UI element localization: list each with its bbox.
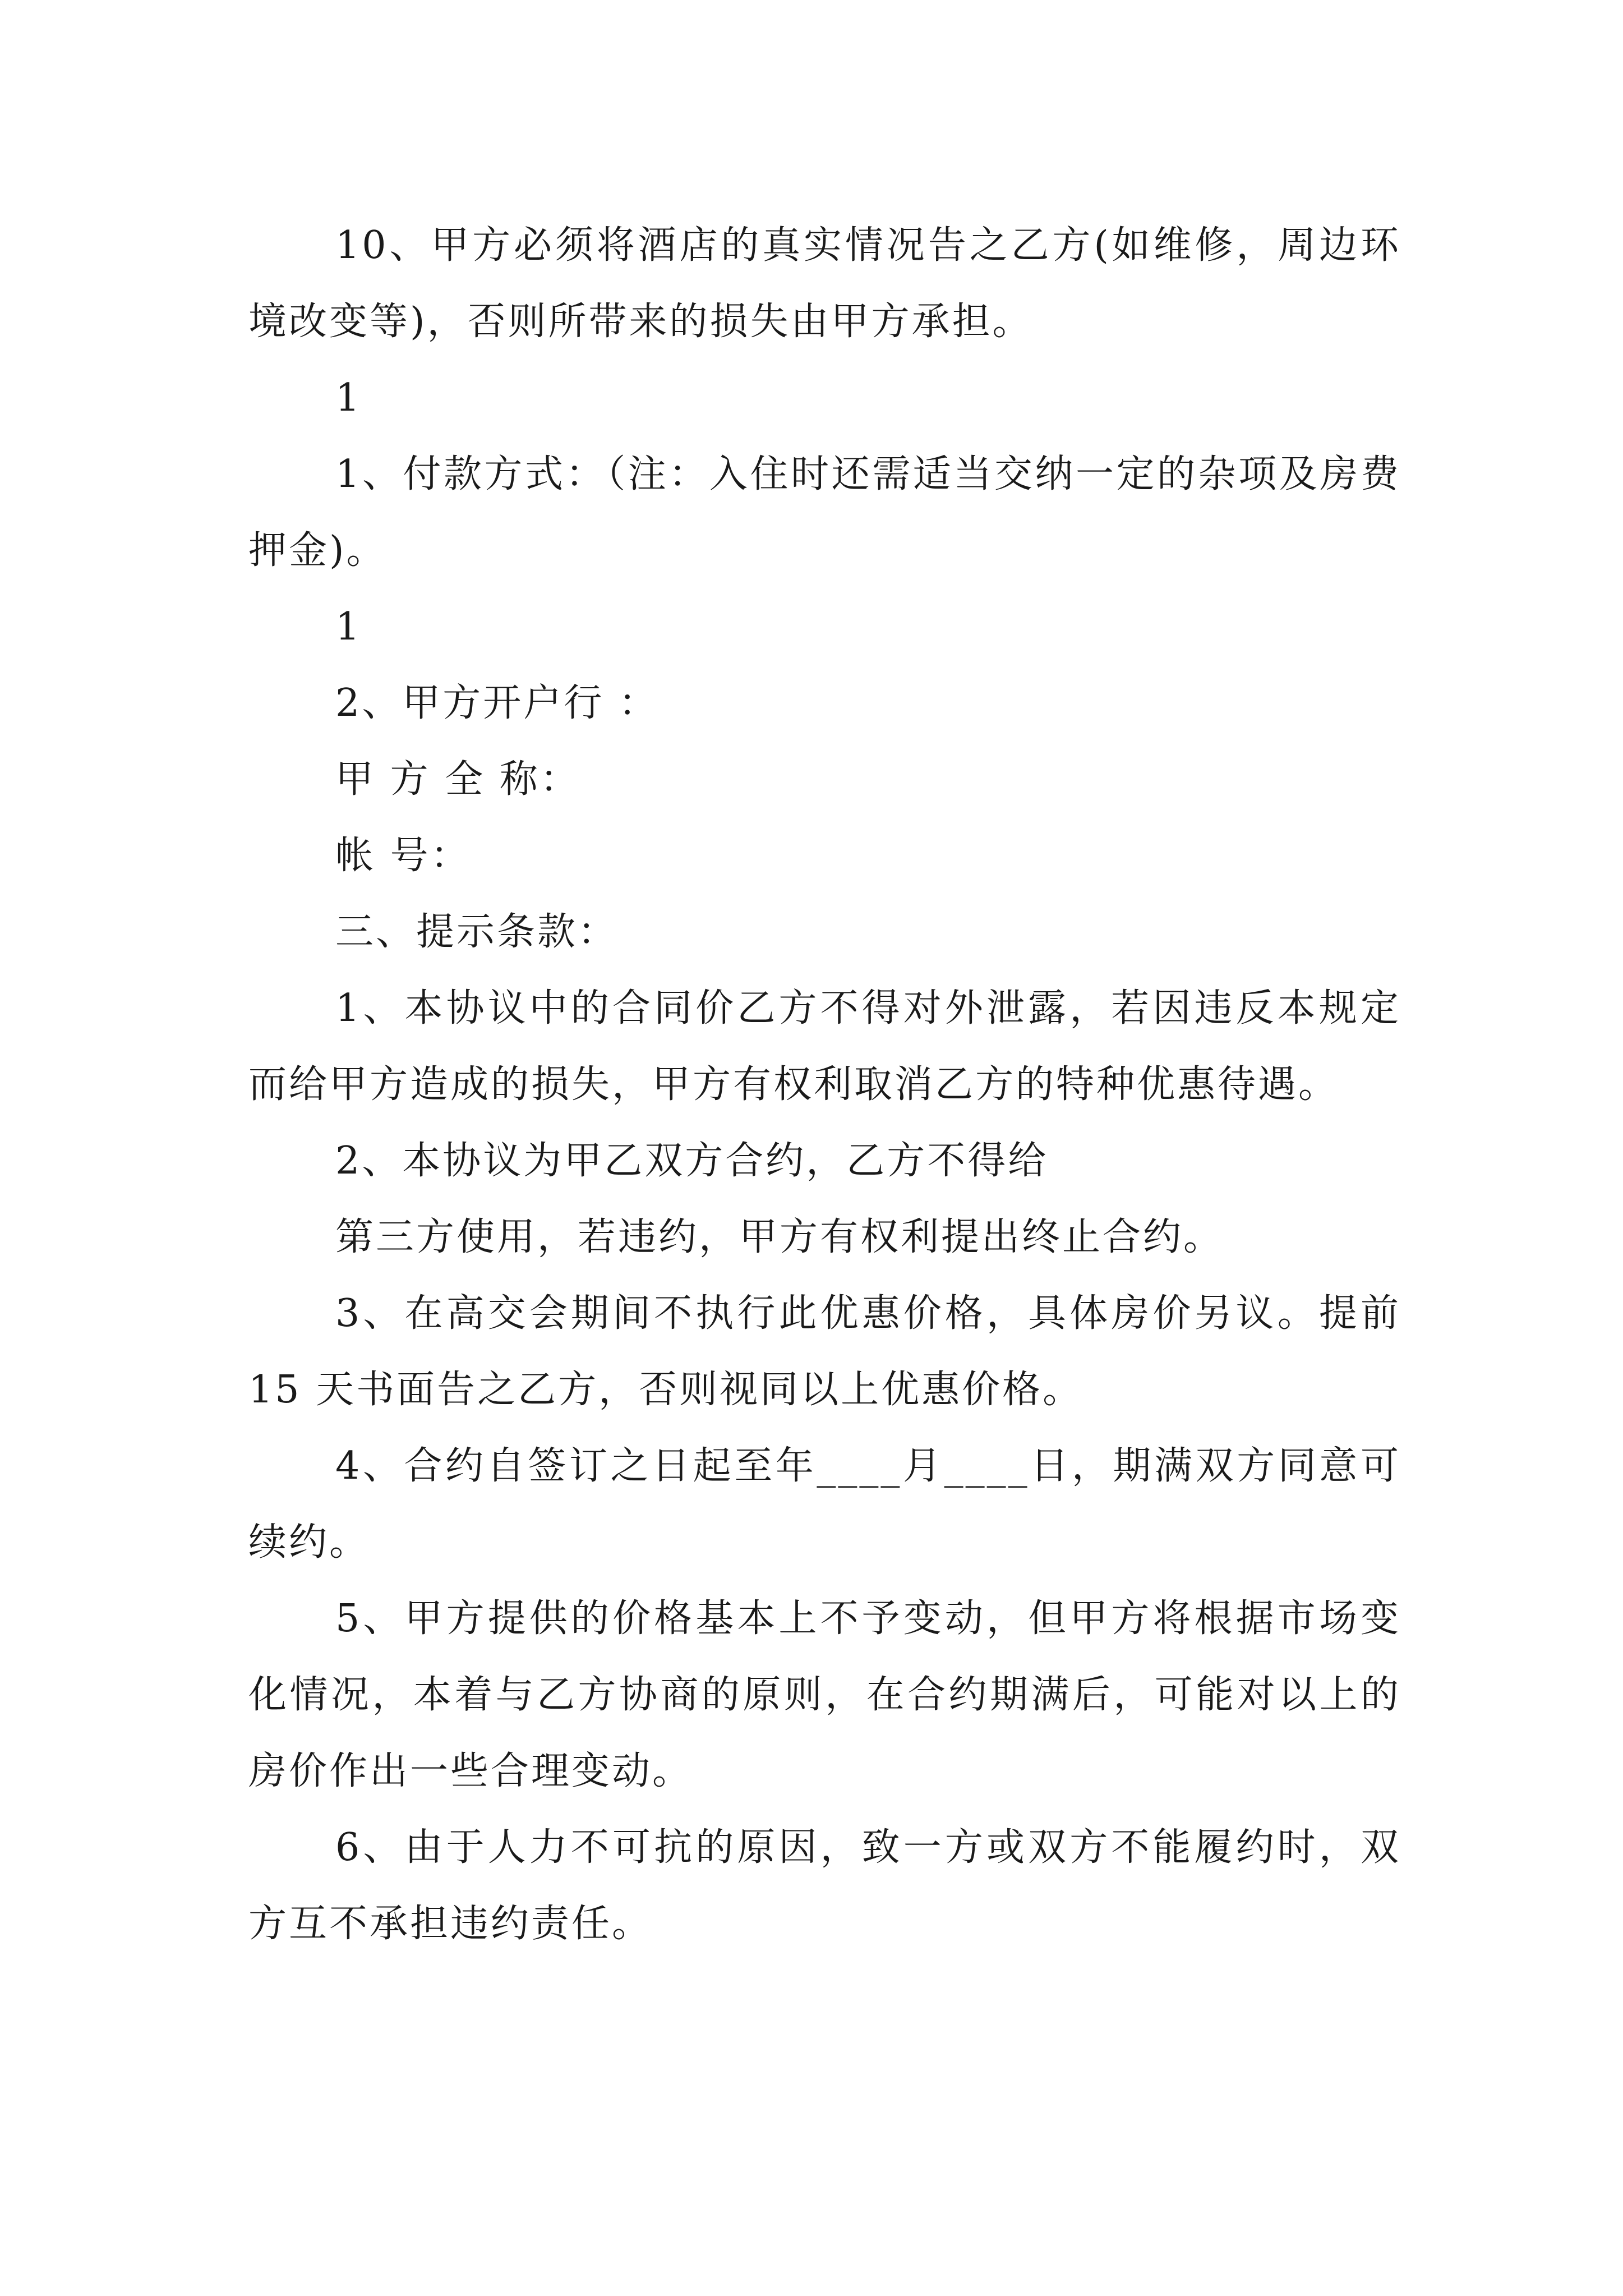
paragraph-clause-2-continued: 第三方使用，若违约，甲方有权利提出终止合约。 — [335, 1215, 1224, 1259]
paragraph-clause-6: 6、由于人力不可抗的原因，致一方或双方不能履约时，双方互不承担违约责任。 — [248, 1825, 1401, 1946]
paragraph-number-fragment: 1 — [335, 376, 362, 420]
paragraph-clause-2: 2、本协议为甲乙双方合约，乙方不得给 — [335, 1139, 1049, 1183]
paragraph-payment-method: 1、付款方式：（注：入住时还需适当交纳一定的杂项及房费押金)。 — [248, 452, 1401, 573]
paragraph-clause-4: 4、合约自签订之日起至年____月____日，期满双方同意可续约。 — [248, 1444, 1401, 1565]
paragraph-account-number: 帐 号： — [335, 834, 471, 878]
section-heading-reminder-clauses: 三、提示条款： — [335, 910, 619, 954]
paragraph-clause-1: 1、本协议中的合同价乙方不得对外泄露，若因违反本规定而给甲方造成的损失，甲方有权利取消乙方的特种优惠待遇。 — [248, 986, 1401, 1107]
paragraph-bank: 2、甲方开户行 ： — [335, 681, 659, 725]
paragraph-item-10: 10、甲方必须将酒店的真实情况告之乙方(如维修，周边环境改变等)，否则所带来的损失由甲方承担。 — [248, 223, 1401, 344]
paragraph-number-fragment: 1 — [335, 605, 362, 649]
paragraph-clause-3: 3、在高交会期间不执行此优惠价格，具体房价另议。提前 15 天书面告之乙方，否则视同以上优惠价格。 — [248, 1291, 1415, 1412]
paragraph-full-name: 甲 方 全 称： — [335, 757, 580, 802]
document-body — [248, 208, 1415, 1962]
paragraph-clause-5: 5、甲方提供的价格基本上不予变动，但甲方将根据市场变化情况，本着与乙方协商的原则，在合约期满后，可能对以上的房价作出一些合理变动。 — [248, 1596, 1401, 1793]
